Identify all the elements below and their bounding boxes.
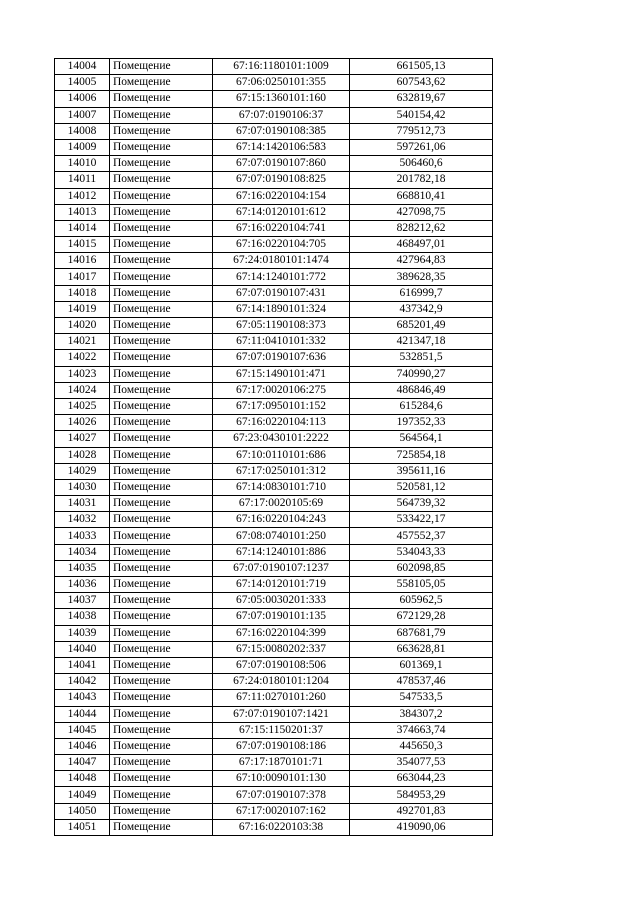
cadastral-number-cell: 67:10:0110101:686	[213, 447, 350, 463]
object-type-cell: Помещение	[110, 285, 213, 301]
object-type-cell: Помещение	[110, 269, 213, 285]
cadastral-number-cell: 67:07:0190108:506	[213, 657, 350, 673]
cadastral-value-cell: 384307,2	[350, 706, 493, 722]
table-row	[55, 690, 493, 706]
table-row	[55, 237, 493, 253]
cadastral-number-cell: 67:17:0020106:275	[213, 382, 350, 398]
object-type-cell: Помещение	[110, 787, 213, 803]
row-number-cell: 14006	[55, 91, 110, 107]
row-number-cell: 14007	[55, 107, 110, 123]
table-row	[55, 253, 493, 269]
table-row	[55, 771, 493, 787]
cadastral-number-cell: 67:15:1490101:471	[213, 366, 350, 382]
cadastral-value-cell: 558105,05	[350, 577, 493, 593]
row-number-cell: 14011	[55, 172, 110, 188]
table-row	[55, 722, 493, 738]
object-type-cell: Помещение	[110, 156, 213, 172]
cadastral-number-cell: 67:17:0020105:69	[213, 496, 350, 512]
cadastral-number-cell: 67:14:0830101:710	[213, 479, 350, 495]
row-number-cell: 14022	[55, 350, 110, 366]
cadastral-number-cell: 67:16:1180101:1009	[213, 59, 350, 75]
row-number-cell: 14031	[55, 496, 110, 512]
table-row	[55, 528, 493, 544]
object-type-cell: Помещение	[110, 366, 213, 382]
cadastral-number-cell: 67:07:0190107:378	[213, 787, 350, 803]
cadastral-number-cell: 67:07:0190106:37	[213, 107, 350, 123]
cadastral-number-cell: 67:11:0270101:260	[213, 690, 350, 706]
row-number-cell: 14018	[55, 285, 110, 301]
table-row	[55, 59, 493, 75]
cadastral-number-cell: 67:14:1890101:324	[213, 301, 350, 317]
object-type-cell: Помещение	[110, 318, 213, 334]
cadastral-number-cell: 67:15:1150201:37	[213, 722, 350, 738]
cadastral-number-cell: 67:15:1360101:160	[213, 91, 350, 107]
object-type-cell: Помещение	[110, 301, 213, 317]
table-row	[55, 301, 493, 317]
table-row	[55, 156, 493, 172]
cadastral-number-cell: 67:05:1190108:373	[213, 318, 350, 334]
cadastral-number-cell: 67:07:0190107:860	[213, 156, 350, 172]
cadastral-value-cell: 828212,62	[350, 220, 493, 236]
row-number-cell: 14037	[55, 593, 110, 609]
cadastral-value-cell: 389628,35	[350, 269, 493, 285]
object-type-cell: Помещение	[110, 431, 213, 447]
table-row	[55, 91, 493, 107]
object-type-cell: Помещение	[110, 334, 213, 350]
table-body	[55, 59, 493, 836]
cadastral-number-cell: 67:16:0220104:705	[213, 237, 350, 253]
object-type-cell: Помещение	[110, 220, 213, 236]
row-number-cell: 14020	[55, 318, 110, 334]
cadastral-number-cell: 67:17:0020107:162	[213, 803, 350, 819]
object-type-cell: Помещение	[110, 123, 213, 139]
cadastral-value-cell: 492701,83	[350, 803, 493, 819]
document-page	[54, 58, 493, 836]
row-number-cell: 14038	[55, 609, 110, 625]
row-number-cell: 14019	[55, 301, 110, 317]
object-type-cell: Помещение	[110, 641, 213, 657]
row-number-cell: 14048	[55, 771, 110, 787]
cadastral-number-cell: 67:16:0220104:741	[213, 220, 350, 236]
table-row	[55, 172, 493, 188]
row-number-cell: 14009	[55, 139, 110, 155]
object-type-cell: Помещение	[110, 59, 213, 75]
table-row	[55, 560, 493, 576]
row-number-cell: 14034	[55, 544, 110, 560]
row-number-cell: 14039	[55, 625, 110, 641]
cadastral-number-cell: 67:16:0220103:38	[213, 819, 350, 835]
object-type-cell: Помещение	[110, 528, 213, 544]
cadastral-number-cell: 67:07:0190107:636	[213, 350, 350, 366]
cadastral-number-cell: 67:23:0430101:2222	[213, 431, 350, 447]
cadastral-value-cell: 374663,74	[350, 722, 493, 738]
cadastral-value-cell: 540154,42	[350, 107, 493, 123]
cadastral-value-cell: 616999,7	[350, 285, 493, 301]
table-row	[55, 577, 493, 593]
row-number-cell: 14042	[55, 674, 110, 690]
cadastral-value-cell: 421347,18	[350, 334, 493, 350]
cadastral-value-cell: 584953,29	[350, 787, 493, 803]
table-row	[55, 544, 493, 560]
cadastral-value-cell: 427964,83	[350, 253, 493, 269]
object-type-cell: Помещение	[110, 803, 213, 819]
cadastral-value-cell: 457552,37	[350, 528, 493, 544]
table-row	[55, 431, 493, 447]
cadastral-value-cell: 445650,3	[350, 738, 493, 754]
table-row	[55, 204, 493, 220]
cadastral-value-cell: 725854,18	[350, 447, 493, 463]
table-row	[55, 447, 493, 463]
table-row	[55, 382, 493, 398]
row-number-cell: 14024	[55, 382, 110, 398]
cadastral-number-cell: 67:24:0180101:1204	[213, 674, 350, 690]
table-row	[55, 123, 493, 139]
table-row	[55, 738, 493, 754]
row-number-cell: 14046	[55, 738, 110, 754]
row-number-cell: 14043	[55, 690, 110, 706]
cadastral-number-cell: 67:24:0180101:1474	[213, 253, 350, 269]
object-type-cell: Помещение	[110, 496, 213, 512]
cadastral-value-cell: 197352,33	[350, 415, 493, 431]
cadastral-number-cell: 67:16:0220104:243	[213, 512, 350, 528]
table-row	[55, 496, 493, 512]
cadastral-number-cell: 67:11:0410101:332	[213, 334, 350, 350]
row-number-cell: 14040	[55, 641, 110, 657]
table-row	[55, 220, 493, 236]
table-row	[55, 463, 493, 479]
cadastral-value-cell: 663628,81	[350, 641, 493, 657]
cadastral-value-cell: 605962,5	[350, 593, 493, 609]
cadastral-value-cell: 672129,28	[350, 609, 493, 625]
cadastral-value-cell: 506460,6	[350, 156, 493, 172]
table-row	[55, 706, 493, 722]
table-row	[55, 269, 493, 285]
cadastral-number-cell: 67:07:0190107:431	[213, 285, 350, 301]
cadastral-value-cell: 354077,53	[350, 755, 493, 771]
object-type-cell: Помещение	[110, 625, 213, 641]
object-type-cell: Помещение	[110, 479, 213, 495]
object-type-cell: Помещение	[110, 172, 213, 188]
table-row	[55, 593, 493, 609]
cadastral-value-cell: 564564,1	[350, 431, 493, 447]
cadastral-number-cell: 67:17:0250101:312	[213, 463, 350, 479]
row-number-cell: 14021	[55, 334, 110, 350]
object-type-cell: Помещение	[110, 560, 213, 576]
cadastral-number-cell: 67:06:0250101:355	[213, 75, 350, 91]
row-number-cell: 14017	[55, 269, 110, 285]
cadastral-value-cell: 607543,62	[350, 75, 493, 91]
object-type-cell: Помещение	[110, 593, 213, 609]
cadastral-value-cell: 564739,32	[350, 496, 493, 512]
row-number-cell: 14030	[55, 479, 110, 495]
cadastral-number-cell: 67:07:0190108:186	[213, 738, 350, 754]
cadastral-value-cell: 779512,73	[350, 123, 493, 139]
table-row	[55, 188, 493, 204]
cadastral-value-cell: 547533,5	[350, 690, 493, 706]
table-row	[55, 609, 493, 625]
table-row	[55, 625, 493, 641]
row-number-cell: 14008	[55, 123, 110, 139]
table-row	[55, 755, 493, 771]
object-type-cell: Помещение	[110, 463, 213, 479]
cadastral-value-cell: 201782,18	[350, 172, 493, 188]
table-row	[55, 787, 493, 803]
table-row	[55, 318, 493, 334]
table-row	[55, 674, 493, 690]
table-row	[55, 334, 493, 350]
cadastral-value-cell: 533422,17	[350, 512, 493, 528]
table-row	[55, 107, 493, 123]
cadastral-value-cell: 419090,06	[350, 819, 493, 835]
cadastral-number-cell: 67:07:0190108:825	[213, 172, 350, 188]
row-number-cell: 14051	[55, 819, 110, 835]
row-number-cell: 14027	[55, 431, 110, 447]
cadastral-value-cell: 615284,6	[350, 398, 493, 414]
row-number-cell: 14025	[55, 398, 110, 414]
object-type-cell: Помещение	[110, 512, 213, 528]
cadastral-number-cell: 67:17:1870101:71	[213, 755, 350, 771]
cadastral-value-cell: 597261,06	[350, 139, 493, 155]
object-type-cell: Помещение	[110, 690, 213, 706]
cadastral-value-cell: 427098,75	[350, 204, 493, 220]
cadastral-value-cell: 740990,27	[350, 366, 493, 382]
table-row	[55, 479, 493, 495]
table-row	[55, 366, 493, 382]
object-type-cell: Помещение	[110, 398, 213, 414]
cadastral-value-cell: 520581,12	[350, 479, 493, 495]
cadastral-number-cell: 67:10:0090101:130	[213, 771, 350, 787]
table-row	[55, 75, 493, 91]
row-number-cell: 14004	[55, 59, 110, 75]
cadastral-value-cell: 601369,1	[350, 657, 493, 673]
cadastral-number-cell: 67:05:0030201:333	[213, 593, 350, 609]
cadastral-value-table	[54, 58, 493, 836]
object-type-cell: Помещение	[110, 755, 213, 771]
table-row	[55, 398, 493, 414]
cadastral-number-cell: 67:07:0190108:385	[213, 123, 350, 139]
table-row	[55, 139, 493, 155]
object-type-cell: Помещение	[110, 139, 213, 155]
cadastral-number-cell: 67:07:0190107:1237	[213, 560, 350, 576]
table-row	[55, 415, 493, 431]
cadastral-value-cell: 395611,16	[350, 463, 493, 479]
cadastral-number-cell: 67:14:0120101:612	[213, 204, 350, 220]
cadastral-value-cell: 468497,01	[350, 237, 493, 253]
object-type-cell: Помещение	[110, 382, 213, 398]
cadastral-number-cell: 67:14:1420106:583	[213, 139, 350, 155]
object-type-cell: Помещение	[110, 674, 213, 690]
object-type-cell: Помещение	[110, 415, 213, 431]
cadastral-value-cell: 602098,85	[350, 560, 493, 576]
object-type-cell: Помещение	[110, 609, 213, 625]
object-type-cell: Помещение	[110, 350, 213, 366]
cadastral-value-cell: 478537,46	[350, 674, 493, 690]
cadastral-value-cell: 685201,49	[350, 318, 493, 334]
object-type-cell: Помещение	[110, 204, 213, 220]
object-type-cell: Помещение	[110, 722, 213, 738]
object-type-cell: Помещение	[110, 577, 213, 593]
row-number-cell: 14023	[55, 366, 110, 382]
object-type-cell: Помещение	[110, 657, 213, 673]
row-number-cell: 14049	[55, 787, 110, 803]
object-type-cell: Помещение	[110, 738, 213, 754]
object-type-cell: Помещение	[110, 75, 213, 91]
table-row	[55, 350, 493, 366]
row-number-cell: 14013	[55, 204, 110, 220]
row-number-cell: 14014	[55, 220, 110, 236]
row-number-cell: 14029	[55, 463, 110, 479]
cadastral-number-cell: 67:16:0220104:154	[213, 188, 350, 204]
row-number-cell: 14035	[55, 560, 110, 576]
row-number-cell: 14026	[55, 415, 110, 431]
row-number-cell: 14050	[55, 803, 110, 819]
row-number-cell: 14015	[55, 237, 110, 253]
row-number-cell: 14041	[55, 657, 110, 673]
cadastral-number-cell: 67:14:1240101:886	[213, 544, 350, 560]
table-row	[55, 803, 493, 819]
cadastral-number-cell: 67:07:0190107:1421	[213, 706, 350, 722]
cadastral-number-cell: 67:14:0120101:719	[213, 577, 350, 593]
object-type-cell: Помещение	[110, 819, 213, 835]
table-row	[55, 819, 493, 835]
cadastral-value-cell: 668810,41	[350, 188, 493, 204]
cadastral-value-cell: 687681,79	[350, 625, 493, 641]
cadastral-number-cell: 67:17:0950101:152	[213, 398, 350, 414]
cadastral-value-cell: 532851,5	[350, 350, 493, 366]
object-type-cell: Помещение	[110, 107, 213, 123]
table-row	[55, 285, 493, 301]
object-type-cell: Помещение	[110, 544, 213, 560]
cadastral-value-cell: 632819,67	[350, 91, 493, 107]
object-type-cell: Помещение	[110, 706, 213, 722]
cadastral-value-cell: 661505,13	[350, 59, 493, 75]
row-number-cell: 14047	[55, 755, 110, 771]
cadastral-value-cell: 437342,9	[350, 301, 493, 317]
cadastral-number-cell: 67:08:0740101:250	[213, 528, 350, 544]
cadastral-number-cell: 67:14:1240101:772	[213, 269, 350, 285]
cadastral-number-cell: 67:07:0190101:135	[213, 609, 350, 625]
row-number-cell: 14012	[55, 188, 110, 204]
object-type-cell: Помещение	[110, 237, 213, 253]
row-number-cell: 14036	[55, 577, 110, 593]
object-type-cell: Помещение	[110, 253, 213, 269]
cadastral-value-cell: 486846,49	[350, 382, 493, 398]
table-row	[55, 657, 493, 673]
row-number-cell: 14033	[55, 528, 110, 544]
object-type-cell: Помещение	[110, 771, 213, 787]
table-row	[55, 641, 493, 657]
row-number-cell: 14028	[55, 447, 110, 463]
cadastral-value-cell: 534043,33	[350, 544, 493, 560]
object-type-cell: Помещение	[110, 188, 213, 204]
cadastral-number-cell: 67:15:0080202:337	[213, 641, 350, 657]
row-number-cell: 14005	[55, 75, 110, 91]
row-number-cell: 14016	[55, 253, 110, 269]
row-number-cell: 14010	[55, 156, 110, 172]
row-number-cell: 14044	[55, 706, 110, 722]
object-type-cell: Помещение	[110, 447, 213, 463]
table-row	[55, 512, 493, 528]
row-number-cell: 14045	[55, 722, 110, 738]
row-number-cell: 14032	[55, 512, 110, 528]
cadastral-number-cell: 67:16:0220104:399	[213, 625, 350, 641]
cadastral-value-cell: 663044,23	[350, 771, 493, 787]
object-type-cell: Помещение	[110, 91, 213, 107]
cadastral-number-cell: 67:16:0220104:113	[213, 415, 350, 431]
